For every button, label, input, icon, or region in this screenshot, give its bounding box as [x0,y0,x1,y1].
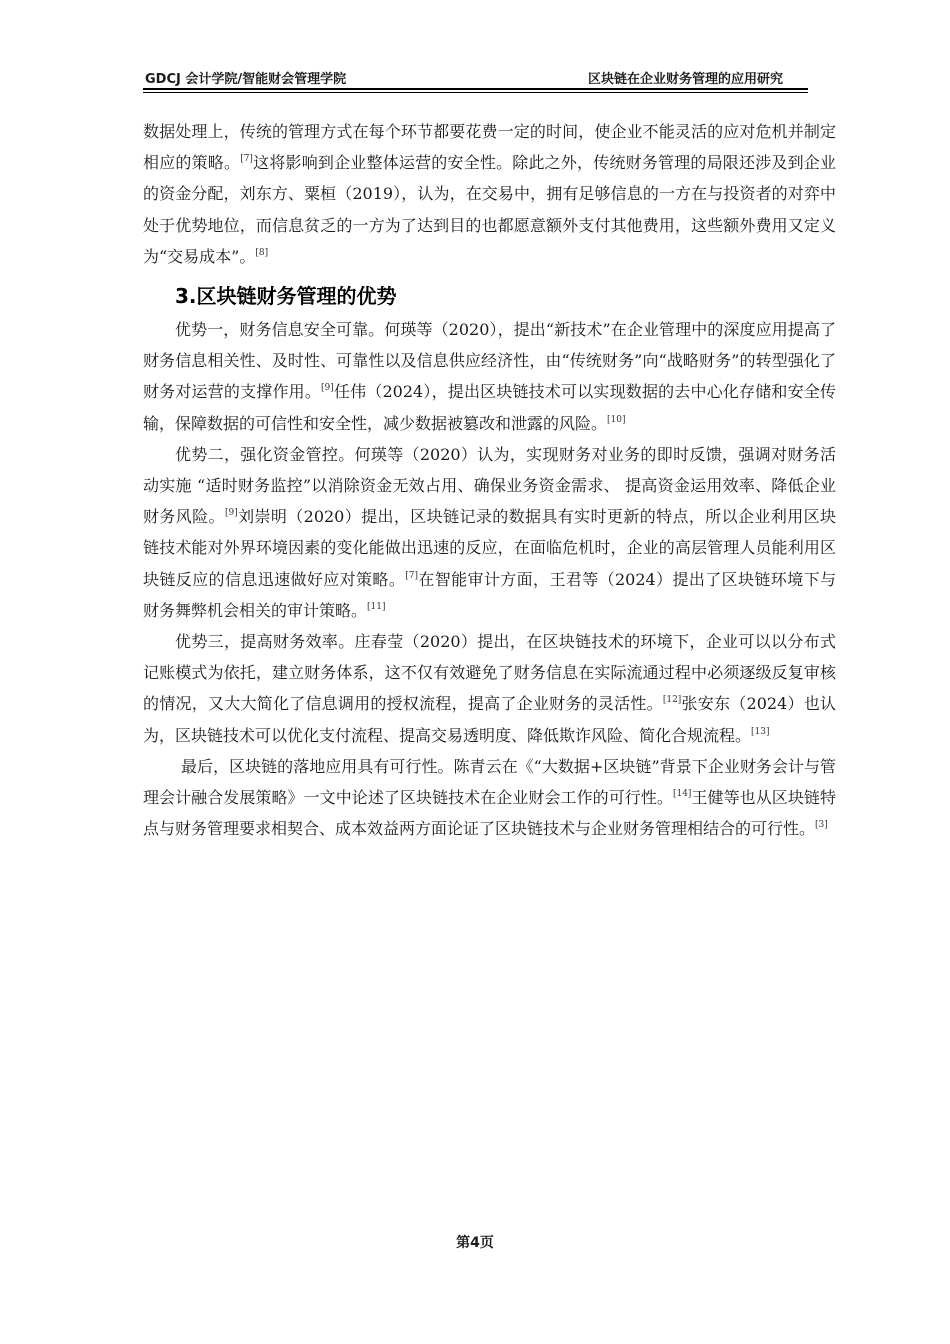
citation: [8] [255,247,269,258]
citation: [10] [607,414,626,425]
header-rule-thin [143,92,808,93]
page-header [143,66,808,88]
paragraph-advantage-three [143,626,836,751]
citation: [7] [240,154,253,165]
paragraph-text: 这将影响到企业整体运营的安全性。除此之外，传统财务管理的局限还涉及到企业的资金分配，刘东方、粟桓（2019），认为，在交易中，拥有足够信息的一方在与投资者的对弈中处于优势地位，而信息贫乏的一方为了达到目的也都愿意额外支付其他费用，这些额外费用又定义为“交易成本”。 [143,153,836,266]
paragraph-text: 最后，区块链的落地应用具有可行性。陈青云在《“大数据+区块链”背景下企业财务会计与管理会计融合发展策略》一文中论述了区块链技术在企业财会工作的可行性。 [143,756,836,808]
citation: [7] [405,570,418,581]
citation: [12] [662,695,682,706]
header-title: 区块链在企业财务管理的应用研究 [587,71,783,87]
paragraph-text: 刘崇明（2020）提出，区块链记录的数据具有实时更新的特点，所以企业利用区块链技术能对外界环境因素的变化能做出迅速的反应，在面临危机时，企业的高层管理人员能利用区块链反应的信息迅速做好应对策略。 [143,507,836,589]
paragraph-text: 王健等也从区块链特点与财务管理要求相契合、成本效益两方面论证了区块链技术与企业财务管理相结合的可行性。 [143,788,836,839]
paragraph-advantage-two [143,439,836,626]
paragraph-text: 在智能审计方面，王君等（2024）提出了区块链环境下与财务舞弊机会相关的审计策略。 [143,569,836,620]
paragraph-text: 数据处理上，传统的管理方式在每个环节都要花费一定的时间，使企业不能灵活的应对危机并制定相应的策略。 [143,122,836,173]
paragraph-intro-continuation [143,116,836,272]
paragraph-text: 优势一，财务信息安全可靠。何瑛等（2020），提出“新技术”在企业管理中的深度应用提高了财务信息相关性、及时性、可靠性以及信息供应经济性，由“传统财务”向“战略财务”的转型强化了财务对运营的支撑作用。 [143,320,836,402]
paragraph-text: 优势三，提高财务效率。庄春莹（2020）提出，在区块链技术的环境下，企业可以以分布式记账模式为依托，建立财务体系，这不仅有效避免了财务信息在实际流通过程中必须逐级反复审核的情况，又大大简化了信息调用的授权流程，提高了企业财务的灵活性。 [143,632,836,714]
citation: [9] [224,508,238,519]
citation: [9] [321,383,334,394]
citation: [3] [815,820,828,831]
paragraph-feasibility [143,751,836,845]
document-body [143,116,836,844]
paragraph-text: 优势二，强化资金管控。何瑛等（2020）认为，实现财务对业务的即时反馈，强调对财务活动实施 “适时财务监控”以消除资金无效占用、确保业务资金需求、 提高资金运用效率、降低企业财务风险。 [143,444,836,527]
paragraph-text: 张安东（2024）也认为，区块链技术可以优化支付流程、提高交易透明度、降低欺诈风险、简化合规流程。 [143,694,836,745]
paragraph-text: 任伟（2024），提出区块链技术可以实现数据的去中心化存储和安全传输，保障数据的可信性和安全性，减少数据被篡改和泄露的风险。 [143,382,836,433]
citation: [13] [751,726,770,737]
paragraph-advantage-one [143,314,836,439]
section-heading: 3.区块链财务管理的优势 [175,284,397,309]
header-rule-thick [143,88,808,90]
citation: [14] [672,789,692,800]
header-school: GDCJ 会计学院/智能财会管理学院 [145,71,347,87]
citation: [11] [367,601,386,612]
page-number: 第4页 [456,1235,494,1251]
